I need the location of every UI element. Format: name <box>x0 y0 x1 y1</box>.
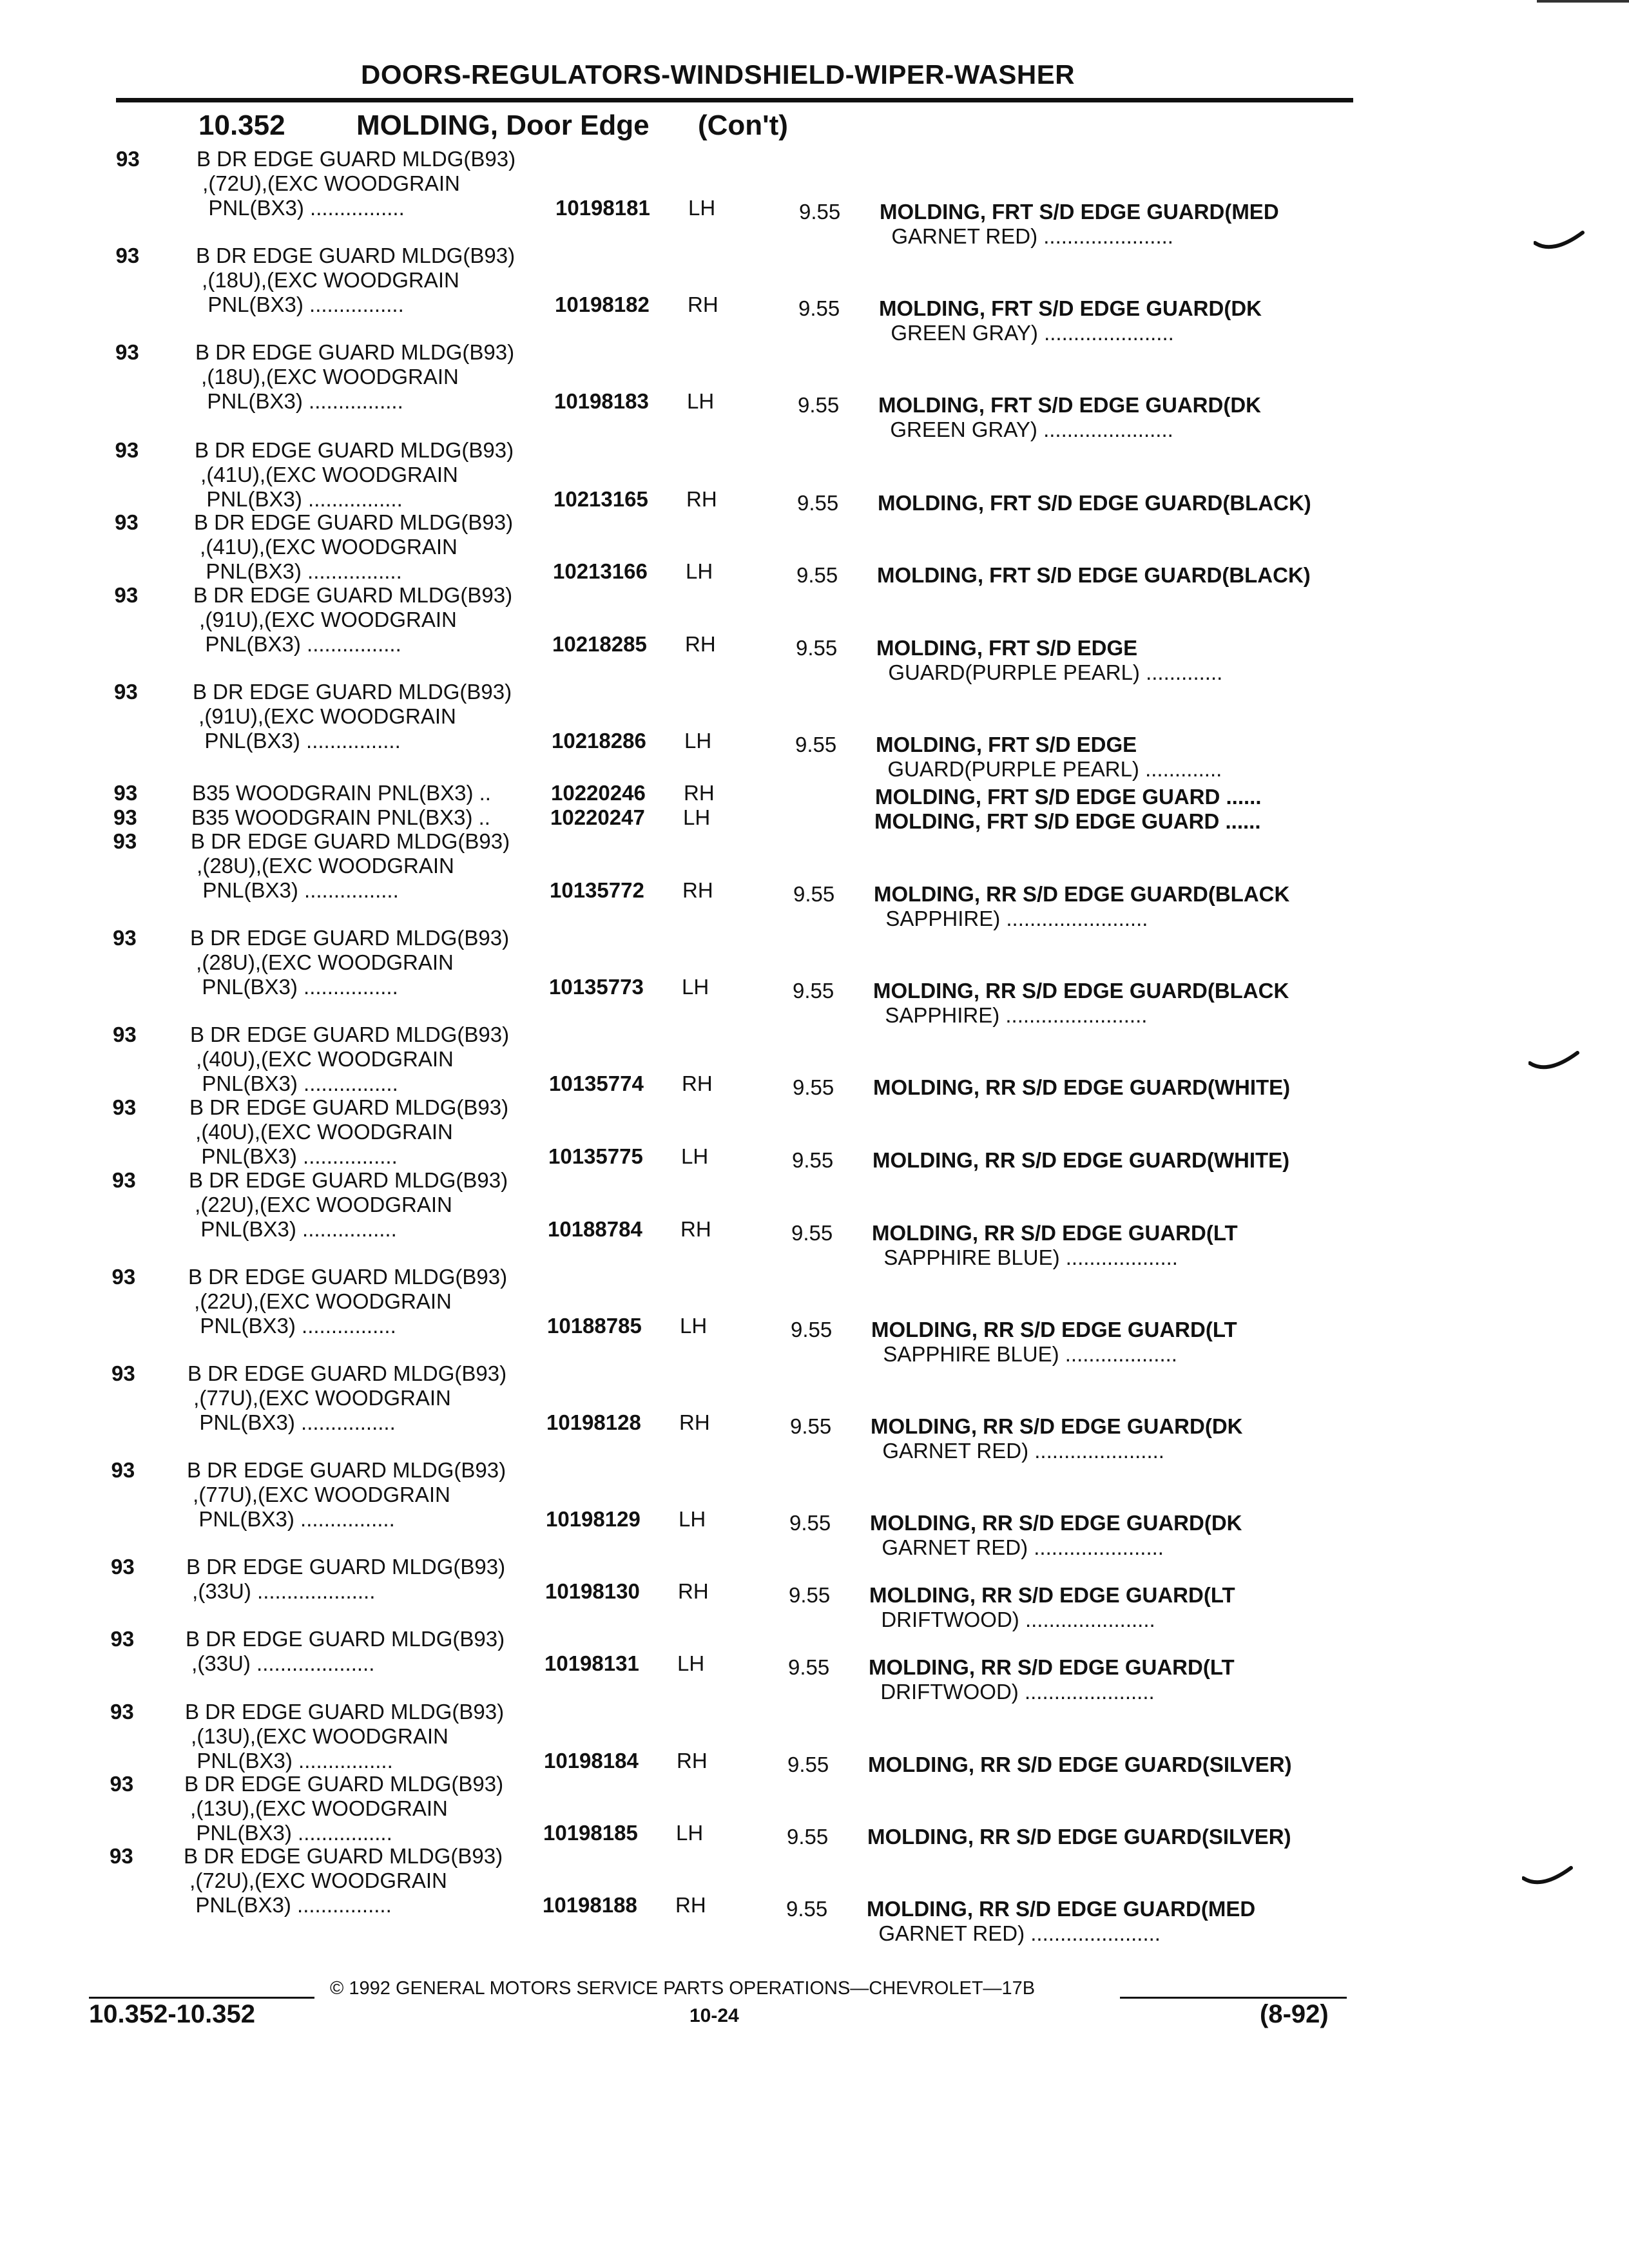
part-number: 10198182 <box>555 293 650 316</box>
description-line: PNL(BX3) ................ <box>193 632 401 656</box>
side-code: RH <box>684 781 715 805</box>
usage-line: SAPPHIRE BLUE) ................... <box>872 1245 1178 1269</box>
part-number: 10198183 <box>554 389 649 413</box>
row-quantity: 93 <box>113 781 138 805</box>
row-quantity: 93 <box>111 1265 136 1289</box>
description-line: PNL(BX3) ................ <box>197 196 405 220</box>
side-code: LH <box>679 1507 706 1531</box>
row-quantity: 93 <box>114 583 139 607</box>
usage-description <box>872 1148 1289 1173</box>
description-line: PNL(BX3) ................ <box>190 1072 398 1095</box>
row-description <box>185 1700 504 1773</box>
row-quantity: 93 <box>113 1023 137 1046</box>
usage-description <box>878 491 1311 515</box>
row-quantity: 93 <box>115 438 139 462</box>
description-line: B DR EDGE GUARD MLDG(B93) <box>189 1095 509 1119</box>
row-quantity: 93 <box>113 805 137 829</box>
description-line: B DR EDGE GUARD MLDG(B93) <box>189 1168 508 1192</box>
part-number: 10218285 <box>552 632 647 656</box>
description-line: PNL(BX3) ................ <box>187 1507 395 1531</box>
usage-description <box>874 882 1289 931</box>
row-quantity: 93 <box>113 829 137 853</box>
part-number: 10198184 <box>544 1749 639 1773</box>
description-line: ,(18U),(EXC WOODGRAIN <box>195 365 459 389</box>
row-quantity: 93 <box>116 147 140 171</box>
usage-line: GREEN GRAY) ...................... <box>879 321 1174 345</box>
price: 9.55 <box>792 1148 834 1172</box>
usage-line: GARNET RED) ...................... <box>880 224 1173 248</box>
side-code: LH <box>683 805 711 829</box>
description-line: ,(13U),(EXC WOODGRAIN <box>184 1796 448 1820</box>
description-line: B DR EDGE GUARD MLDG(B93) <box>191 829 510 853</box>
usage-description <box>880 200 1279 249</box>
usage-line: GARNET RED) ...................... <box>870 1535 1164 1559</box>
check-mark-icon <box>1534 229 1585 255</box>
part-number: 10198181 <box>555 196 650 220</box>
row-description <box>193 583 512 657</box>
header-rule <box>116 98 1353 102</box>
description-line: PNL(BX3) ................ <box>189 1144 398 1168</box>
side-code: RH <box>682 878 713 902</box>
description-line: B DR EDGE GUARD MLDG(B93) <box>195 438 514 462</box>
description-line: PNL(BX3) ................ <box>184 1893 392 1917</box>
row-description <box>190 1023 509 1096</box>
section-continued: (Con't) <box>698 110 788 141</box>
price: 9.55 <box>795 733 837 756</box>
row-description <box>193 680 512 753</box>
description-line: B35 WOODGRAIN PNL(BX3) .. <box>192 781 491 805</box>
row-description <box>195 438 514 512</box>
side-code: RH <box>675 1893 706 1917</box>
price: 9.55 <box>790 1414 832 1438</box>
part-number: 10213166 <box>553 559 648 583</box>
price: 9.55 <box>797 491 839 515</box>
usage-line: SAPPHIRE) ........................ <box>873 1003 1148 1027</box>
usage-line: MOLDING, FRT S/D EDGE GUARD ...... <box>874 809 1261 833</box>
part-number: 10198128 <box>546 1410 641 1434</box>
usage-line: MOLDING, RR S/D EDGE GUARD(LT <box>872 1221 1238 1245</box>
usage-line: GREEN GRAY) ...................... <box>878 418 1173 441</box>
usage-line: MOLDING, RR S/D EDGE GUARD(WHITE) <box>873 1075 1291 1099</box>
page-title: DOORS-REGULATORS-WINDSHIELD-WIPER-WASHER <box>361 59 1075 90</box>
description-line: B DR EDGE GUARD MLDG(B93) <box>188 1265 508 1289</box>
price: 9.55 <box>793 882 835 906</box>
row-quantity: 93 <box>111 1361 135 1385</box>
description-line: PNL(BX3) ................ <box>190 975 398 999</box>
part-number: 10220247 <box>550 805 645 829</box>
description-line: PNL(BX3) ................ <box>188 1410 396 1434</box>
usage-line: MOLDING, RR S/D EDGE GUARD(MED <box>867 1897 1256 1921</box>
usage-line: MOLDING, FRT S/D EDGE GUARD(MED <box>880 200 1279 224</box>
description-line: ,(22U),(EXC WOODGRAIN <box>188 1289 452 1313</box>
row-description <box>188 1265 507 1338</box>
price: 9.55 <box>799 200 841 224</box>
usage-description <box>869 1583 1235 1632</box>
usage-description <box>874 809 1261 834</box>
description-line: PNL(BX3) ................ <box>189 1217 397 1241</box>
usage-description <box>867 1825 1291 1849</box>
row-quantity: 93 <box>115 510 139 534</box>
description-line: B DR EDGE GUARD MLDG(B93) <box>193 680 512 704</box>
corner-rule <box>1537 0 1629 3</box>
usage-description <box>871 1318 1237 1367</box>
price: 9.55 <box>796 636 838 660</box>
part-number: 10198188 <box>543 1893 637 1917</box>
section-number: 10.352 <box>198 110 285 141</box>
description-line: ,(40U),(EXC WOODGRAIN <box>189 1120 453 1144</box>
description-line: ,(33U) .................... <box>186 1651 375 1675</box>
row-description <box>186 1627 505 1676</box>
row-quantity: 93 <box>110 1772 134 1796</box>
description-line: PNL(BX3) ................ <box>196 293 404 316</box>
row-description <box>194 510 513 584</box>
part-number: 10198130 <box>545 1579 640 1603</box>
description-line: B DR EDGE GUARD MLDG(B93) <box>196 244 516 267</box>
description-line: PNL(BX3) ................ <box>193 729 401 753</box>
description-line: ,(33U) .................... <box>186 1579 376 1603</box>
description-line: PNL(BX3) ................ <box>191 878 399 902</box>
row-quantity: 93 <box>115 244 140 267</box>
usage-line: MOLDING, FRT S/D EDGE GUARD(DK <box>878 393 1261 417</box>
description-line: ,(72U),(EXC WOODGRAIN <box>197 171 460 195</box>
usage-line: MOLDING, RR S/D EDGE GUARD(SILVER) <box>868 1753 1292 1776</box>
usage-line: GARNET RED) ...................... <box>871 1439 1164 1463</box>
price: 9.55 <box>791 1221 833 1245</box>
usage-description <box>876 733 1222 782</box>
part-number: 10198131 <box>545 1651 639 1675</box>
row-description <box>189 1168 508 1242</box>
part-number: 10198185 <box>543 1821 638 1845</box>
usage-description <box>867 1897 1255 1946</box>
description-line: PNL(BX3) ................ <box>195 487 403 511</box>
usage-line: MOLDING, FRT S/D EDGE GUARD ...... <box>875 785 1262 809</box>
description-line: B DR EDGE GUARD MLDG(B93) <box>184 1772 504 1796</box>
price: 9.55 <box>788 1655 830 1679</box>
usage-line: MOLDING, RR S/D EDGE GUARD(WHITE) <box>872 1148 1290 1172</box>
usage-description <box>871 1414 1243 1463</box>
row-description <box>187 1458 506 1532</box>
footer-rule-right <box>1120 1997 1347 1999</box>
row-quantity: 93 <box>112 1168 136 1192</box>
section-name: MOLDING, Door Edge <box>356 110 650 141</box>
part-number: 10213165 <box>554 487 648 511</box>
description-line: ,(41U),(EXC WOODGRAIN <box>195 463 458 486</box>
side-code: RH <box>688 293 718 316</box>
price: 9.55 <box>793 979 834 1003</box>
row-description <box>196 244 515 317</box>
usage-line: DRIFTWOOD) ...................... <box>869 1680 1155 1704</box>
side-code: LH <box>686 559 713 583</box>
usage-line: MOLDING, RR S/D EDGE GUARD(DK <box>871 1414 1243 1438</box>
footer-date: (8-92) <box>1260 2000 1329 2028</box>
part-number: 10220246 <box>551 781 646 805</box>
usage-line: MOLDING, RR S/D EDGE GUARD(BLACK <box>873 979 1289 1003</box>
description-line: ,(40U),(EXC WOODGRAIN <box>190 1047 454 1071</box>
description-line: PNL(BX3) ................ <box>185 1749 393 1773</box>
description-line: PNL(BX3) ................ <box>194 559 402 583</box>
usage-line: MOLDING, RR S/D EDGE GUARD(DK <box>870 1511 1242 1535</box>
price: 9.55 <box>796 563 838 587</box>
description-line: ,(18U),(EXC WOODGRAIN <box>196 268 459 292</box>
usage-line: SAPPHIRE BLUE) ................... <box>871 1342 1177 1366</box>
side-code: RH <box>686 487 717 511</box>
usage-line: MOLDING, RR S/D EDGE GUARD(LT <box>871 1318 1237 1341</box>
row-description <box>188 1361 506 1435</box>
description-line: ,(77U),(EXC WOODGRAIN <box>187 1483 450 1506</box>
price: 9.55 <box>787 1825 829 1849</box>
description-line: B DR EDGE GUARD MLDG(B93) <box>197 147 516 171</box>
row-description <box>186 1555 505 1604</box>
usage-line: MOLDING, FRT S/D EDGE GUARD(DK <box>879 296 1262 320</box>
row-quantity: 93 <box>114 680 138 704</box>
usage-line: MOLDING, FRT S/D EDGE GUARD(BLACK) <box>877 563 1311 587</box>
side-code: LH <box>681 1144 709 1168</box>
side-code: LH <box>682 975 709 999</box>
description-line: B DR EDGE GUARD MLDG(B93) <box>195 340 515 364</box>
row-quantity: 93 <box>113 926 137 950</box>
side-code: LH <box>680 1314 708 1338</box>
usage-description <box>870 1511 1242 1560</box>
usage-description <box>875 785 1262 809</box>
check-mark-icon <box>1528 1049 1580 1075</box>
description-line: ,(13U),(EXC WOODGRAIN <box>185 1724 448 1748</box>
footer-copyright: © 1992 GENERAL MOTORS SERVICE PARTS OPERATIONS—CHEVROLET—17B <box>330 1978 1036 1999</box>
row-description <box>191 805 490 830</box>
usage-description <box>873 1075 1290 1100</box>
description-line: B DR EDGE GUARD MLDG(B93) <box>190 1023 510 1046</box>
usage-line: MOLDING, RR S/D EDGE GUARD(LT <box>869 1583 1235 1607</box>
row-quantity: 93 <box>110 1844 133 1868</box>
usage-description <box>878 393 1261 442</box>
description-line: ,(28U),(EXC WOODGRAIN <box>190 950 454 974</box>
row-description <box>184 1844 503 1917</box>
side-code: RH <box>677 1749 708 1773</box>
description-line: ,(91U),(EXC WOODGRAIN <box>193 704 456 728</box>
description-line: ,(41U),(EXC WOODGRAIN <box>194 535 458 559</box>
description-line: B DR EDGE GUARD MLDG(B93) <box>187 1458 506 1482</box>
usage-line: MOLDING, FRT S/D EDGE GUARD(BLACK) <box>878 491 1311 515</box>
description-line: B DR EDGE GUARD MLDG(B93) <box>194 510 514 534</box>
description-line: ,(91U),(EXC WOODGRAIN <box>193 608 457 631</box>
price: 9.55 <box>789 1511 831 1535</box>
description-line: B DR EDGE GUARD MLDG(B93) <box>186 1627 505 1651</box>
side-code: RH <box>685 632 716 656</box>
usage-line: SAPPHIRE) ........................ <box>874 907 1148 930</box>
usage-description <box>868 1753 1292 1777</box>
description-line: B DR EDGE GUARD MLDG(B93) <box>193 583 513 607</box>
price: 9.55 <box>791 1318 833 1341</box>
description-line: ,(28U),(EXC WOODGRAIN <box>191 854 454 878</box>
row-description <box>190 926 509 999</box>
price: 9.55 <box>787 1753 829 1776</box>
footer-rule-left <box>89 1997 314 1999</box>
side-code: LH <box>688 196 716 220</box>
description-line: B35 WOODGRAIN PNL(BX3) .. <box>191 805 490 829</box>
price: 9.55 <box>793 1075 834 1099</box>
check-mark-icon <box>1522 1864 1574 1890</box>
row-description <box>195 340 514 414</box>
description-line: B DR EDGE GUARD MLDG(B93) <box>184 1844 503 1868</box>
part-number: 10135774 <box>549 1072 644 1095</box>
part-number: 10198129 <box>546 1507 641 1531</box>
part-number: 10218286 <box>552 729 646 753</box>
row-quantity: 93 <box>111 1555 135 1579</box>
part-number: 10135772 <box>550 878 644 902</box>
side-code: LH <box>687 389 715 413</box>
side-code: LH <box>684 729 712 753</box>
row-quantity: 93 <box>112 1095 137 1119</box>
description-line: ,(72U),(EXC WOODGRAIN <box>184 1869 447 1892</box>
side-code: RH <box>678 1579 709 1603</box>
part-number: 10135773 <box>549 975 644 999</box>
row-description <box>192 781 491 805</box>
usage-description <box>877 563 1311 588</box>
row-quantity: 93 <box>111 1458 135 1482</box>
price: 9.55 <box>798 296 840 320</box>
side-code: RH <box>680 1217 711 1241</box>
row-description <box>191 829 510 903</box>
price: 9.55 <box>798 393 840 417</box>
description-line: B DR EDGE GUARD MLDG(B93) <box>185 1700 505 1724</box>
usage-description <box>876 636 1222 685</box>
usage-line: GUARD(PURPLE PEARL) ............. <box>876 660 1223 684</box>
row-quantity: 93 <box>110 1627 135 1651</box>
row-description <box>184 1772 503 1845</box>
part-number: 10188785 <box>547 1314 642 1338</box>
price: 9.55 <box>786 1897 828 1921</box>
row-quantity: 93 <box>115 340 139 364</box>
description-line: B DR EDGE GUARD MLDG(B93) <box>190 926 510 950</box>
side-code: LH <box>676 1821 704 1845</box>
description-line: ,(77U),(EXC WOODGRAIN <box>188 1386 451 1410</box>
usage-line: GARNET RED) ...................... <box>867 1921 1161 1945</box>
usage-line: MOLDING, RR S/D EDGE GUARD(SILVER) <box>867 1825 1291 1849</box>
usage-line: MOLDING, FRT S/D EDGE <box>876 636 1138 660</box>
description-line: PNL(BX3) ................ <box>195 389 403 413</box>
usage-line: MOLDING, RR S/D EDGE GUARD(LT <box>869 1655 1235 1679</box>
row-description <box>189 1095 508 1169</box>
part-number: 10188784 <box>548 1217 642 1241</box>
usage-description <box>873 979 1289 1028</box>
description-line: ,(22U),(EXC WOODGRAIN <box>189 1193 452 1216</box>
usage-description <box>879 296 1262 345</box>
description-line: B DR EDGE GUARD MLDG(B93) <box>186 1555 506 1579</box>
side-code: RH <box>679 1410 710 1434</box>
description-line: PNL(BX3) ................ <box>184 1821 392 1845</box>
row-description <box>197 147 516 220</box>
usage-line: GUARD(PURPLE PEARL) ............. <box>876 757 1222 781</box>
description-line: B DR EDGE GUARD MLDG(B93) <box>188 1361 507 1385</box>
side-code: RH <box>682 1072 713 1095</box>
row-quantity: 93 <box>110 1700 134 1724</box>
usage-line: MOLDING, FRT S/D EDGE <box>876 733 1137 756</box>
footer-page-number: 10-24 <box>689 2005 739 2026</box>
usage-line: MOLDING, RR S/D EDGE GUARD(BLACK <box>874 882 1290 906</box>
usage-line: DRIFTWOOD) ...................... <box>869 1608 1155 1631</box>
price: 9.55 <box>789 1583 831 1607</box>
usage-description <box>872 1221 1238 1270</box>
side-code: LH <box>677 1651 705 1675</box>
description-line: PNL(BX3) ................ <box>188 1314 396 1338</box>
footer-section-range: 10.352-10.352 <box>89 2000 256 2028</box>
usage-description <box>869 1655 1235 1704</box>
part-number: 10135775 <box>548 1144 643 1168</box>
